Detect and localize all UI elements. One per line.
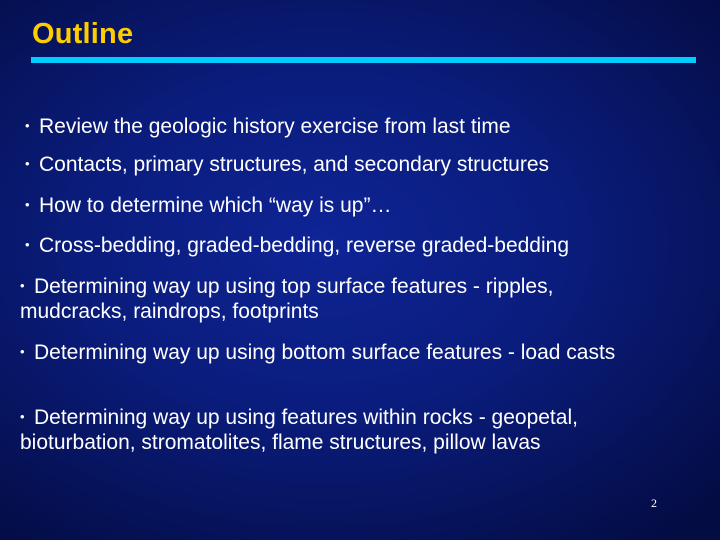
bullet-dot-icon: • [25, 237, 30, 252]
bullet-item [20, 192, 660, 218]
bullet-text: Determining way up using top surface features - ripples, mudcracks, raindrops, footprints [20, 275, 554, 323]
bullet-text: Review the geologic history exercise from last time [39, 115, 511, 138]
bullet-text: Determining way up using features within rocks - geopetal, bioturbation, stromatolites, flame structures, pillow lavas [20, 406, 578, 454]
bullet-item [20, 113, 660, 139]
page-number: 2 [651, 496, 657, 510]
bullet-item [20, 404, 660, 455]
bullet-dot-icon: • [20, 409, 25, 424]
title-underline [31, 57, 696, 63]
bullet-dot-icon: • [25, 118, 30, 133]
bullet-dot-icon: • [25, 197, 30, 212]
bullet-dot-icon: • [20, 278, 25, 293]
bullet-item [20, 273, 660, 324]
bullet-item [20, 232, 660, 258]
bullet-dot-icon: • [20, 344, 25, 359]
bullet-dot-icon: • [25, 156, 30, 171]
bullet-item [20, 151, 660, 177]
bullet-text: How to determine which “way is up”… [39, 194, 392, 217]
bullet-text: Contacts, primary structures, and secondary structures [39, 153, 550, 176]
bullet-item [20, 339, 660, 365]
bullet-text: Cross-bedding, graded-bedding, reverse graded-bedding [39, 234, 570, 257]
slide-title: Outline [32, 18, 134, 50]
bullet-text: Determining way up using bottom surface features - load casts [34, 341, 616, 364]
